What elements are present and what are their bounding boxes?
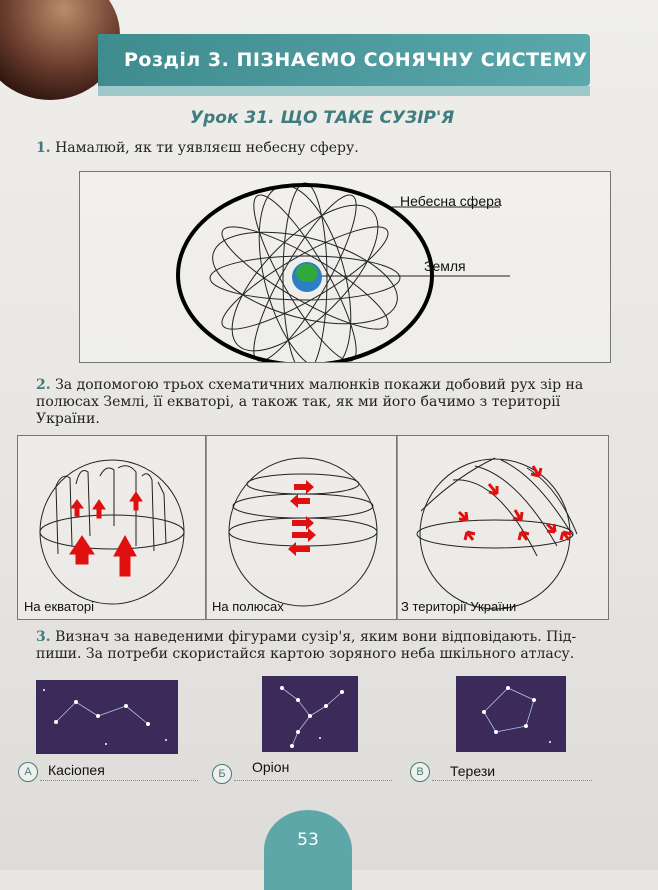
marker-b: Б [212,764,232,784]
label-ukraine: З території України [401,599,517,614]
label-equator: На екваторі [24,599,95,614]
marker-a: А [18,762,38,782]
task1-drawing-box [79,171,611,363]
page-number: 53 [264,810,352,890]
panel-equator [17,435,207,620]
task2-number: 2. [36,377,51,393]
cassiopeia-figure [36,680,178,754]
ukraine-sphere-drawing [397,436,608,619]
answer-line-b [234,780,392,781]
constellation-image-a [36,680,178,754]
answer-b: Оріон [252,759,290,775]
label-earth: Земля [424,258,466,274]
answer-line-c [432,780,592,781]
celestial-sphere-drawing [80,172,610,362]
label-celestial-sphere: Небесна сфера [400,193,502,209]
task3-text-line1: Визнач за наведеними фігурами сузір'я, яким вони відповідають. Під- [55,629,577,645]
section-banner [98,34,590,86]
task1-prompt [36,140,359,157]
orion-figure [262,676,358,752]
poles-sphere-drawing [206,436,397,619]
task2-text-line3: України. [36,411,100,427]
lesson-title: Урок 31. ЩО ТАКЕ СУЗІР'Я [190,108,455,128]
equator-sphere-drawing [18,436,206,619]
earth-continent [296,264,318,282]
banner-stripe [98,86,590,96]
constellation-image-c [456,676,566,752]
answer-a: Касіопея [48,762,105,778]
panel-ukraine [396,435,609,620]
libra-figure [456,676,566,752]
task2-prompt [36,377,606,428]
task1-text: Намалюй, як ти уявляєш небесну сферу. [55,140,359,156]
panel-poles [205,435,398,620]
section-title: Розділ 3. ПІЗНАЄМО СОНЯЧНУ СИСТЕМУ [124,49,588,71]
task1-number: 1. [36,140,51,156]
task3-text-line2: пиши. За потреби скористайся картою зоряного неба шкільного атласу. [36,646,575,662]
answer-line-a [40,780,198,781]
answer-c: Терези [450,763,496,779]
task2-text-line2: полюсах Землі, її екваторі, а також так, як ми його бачимо з території [36,394,561,410]
task3-number: 3. [36,629,51,645]
task2-text-line1: За допомогою трьох схематичних малюнків покажи добовий рух зір на [55,377,584,393]
constellation-image-b [262,676,358,752]
label-poles: На полюсах [212,599,284,614]
marker-c: В [410,762,430,782]
task3-prompt [36,629,606,663]
